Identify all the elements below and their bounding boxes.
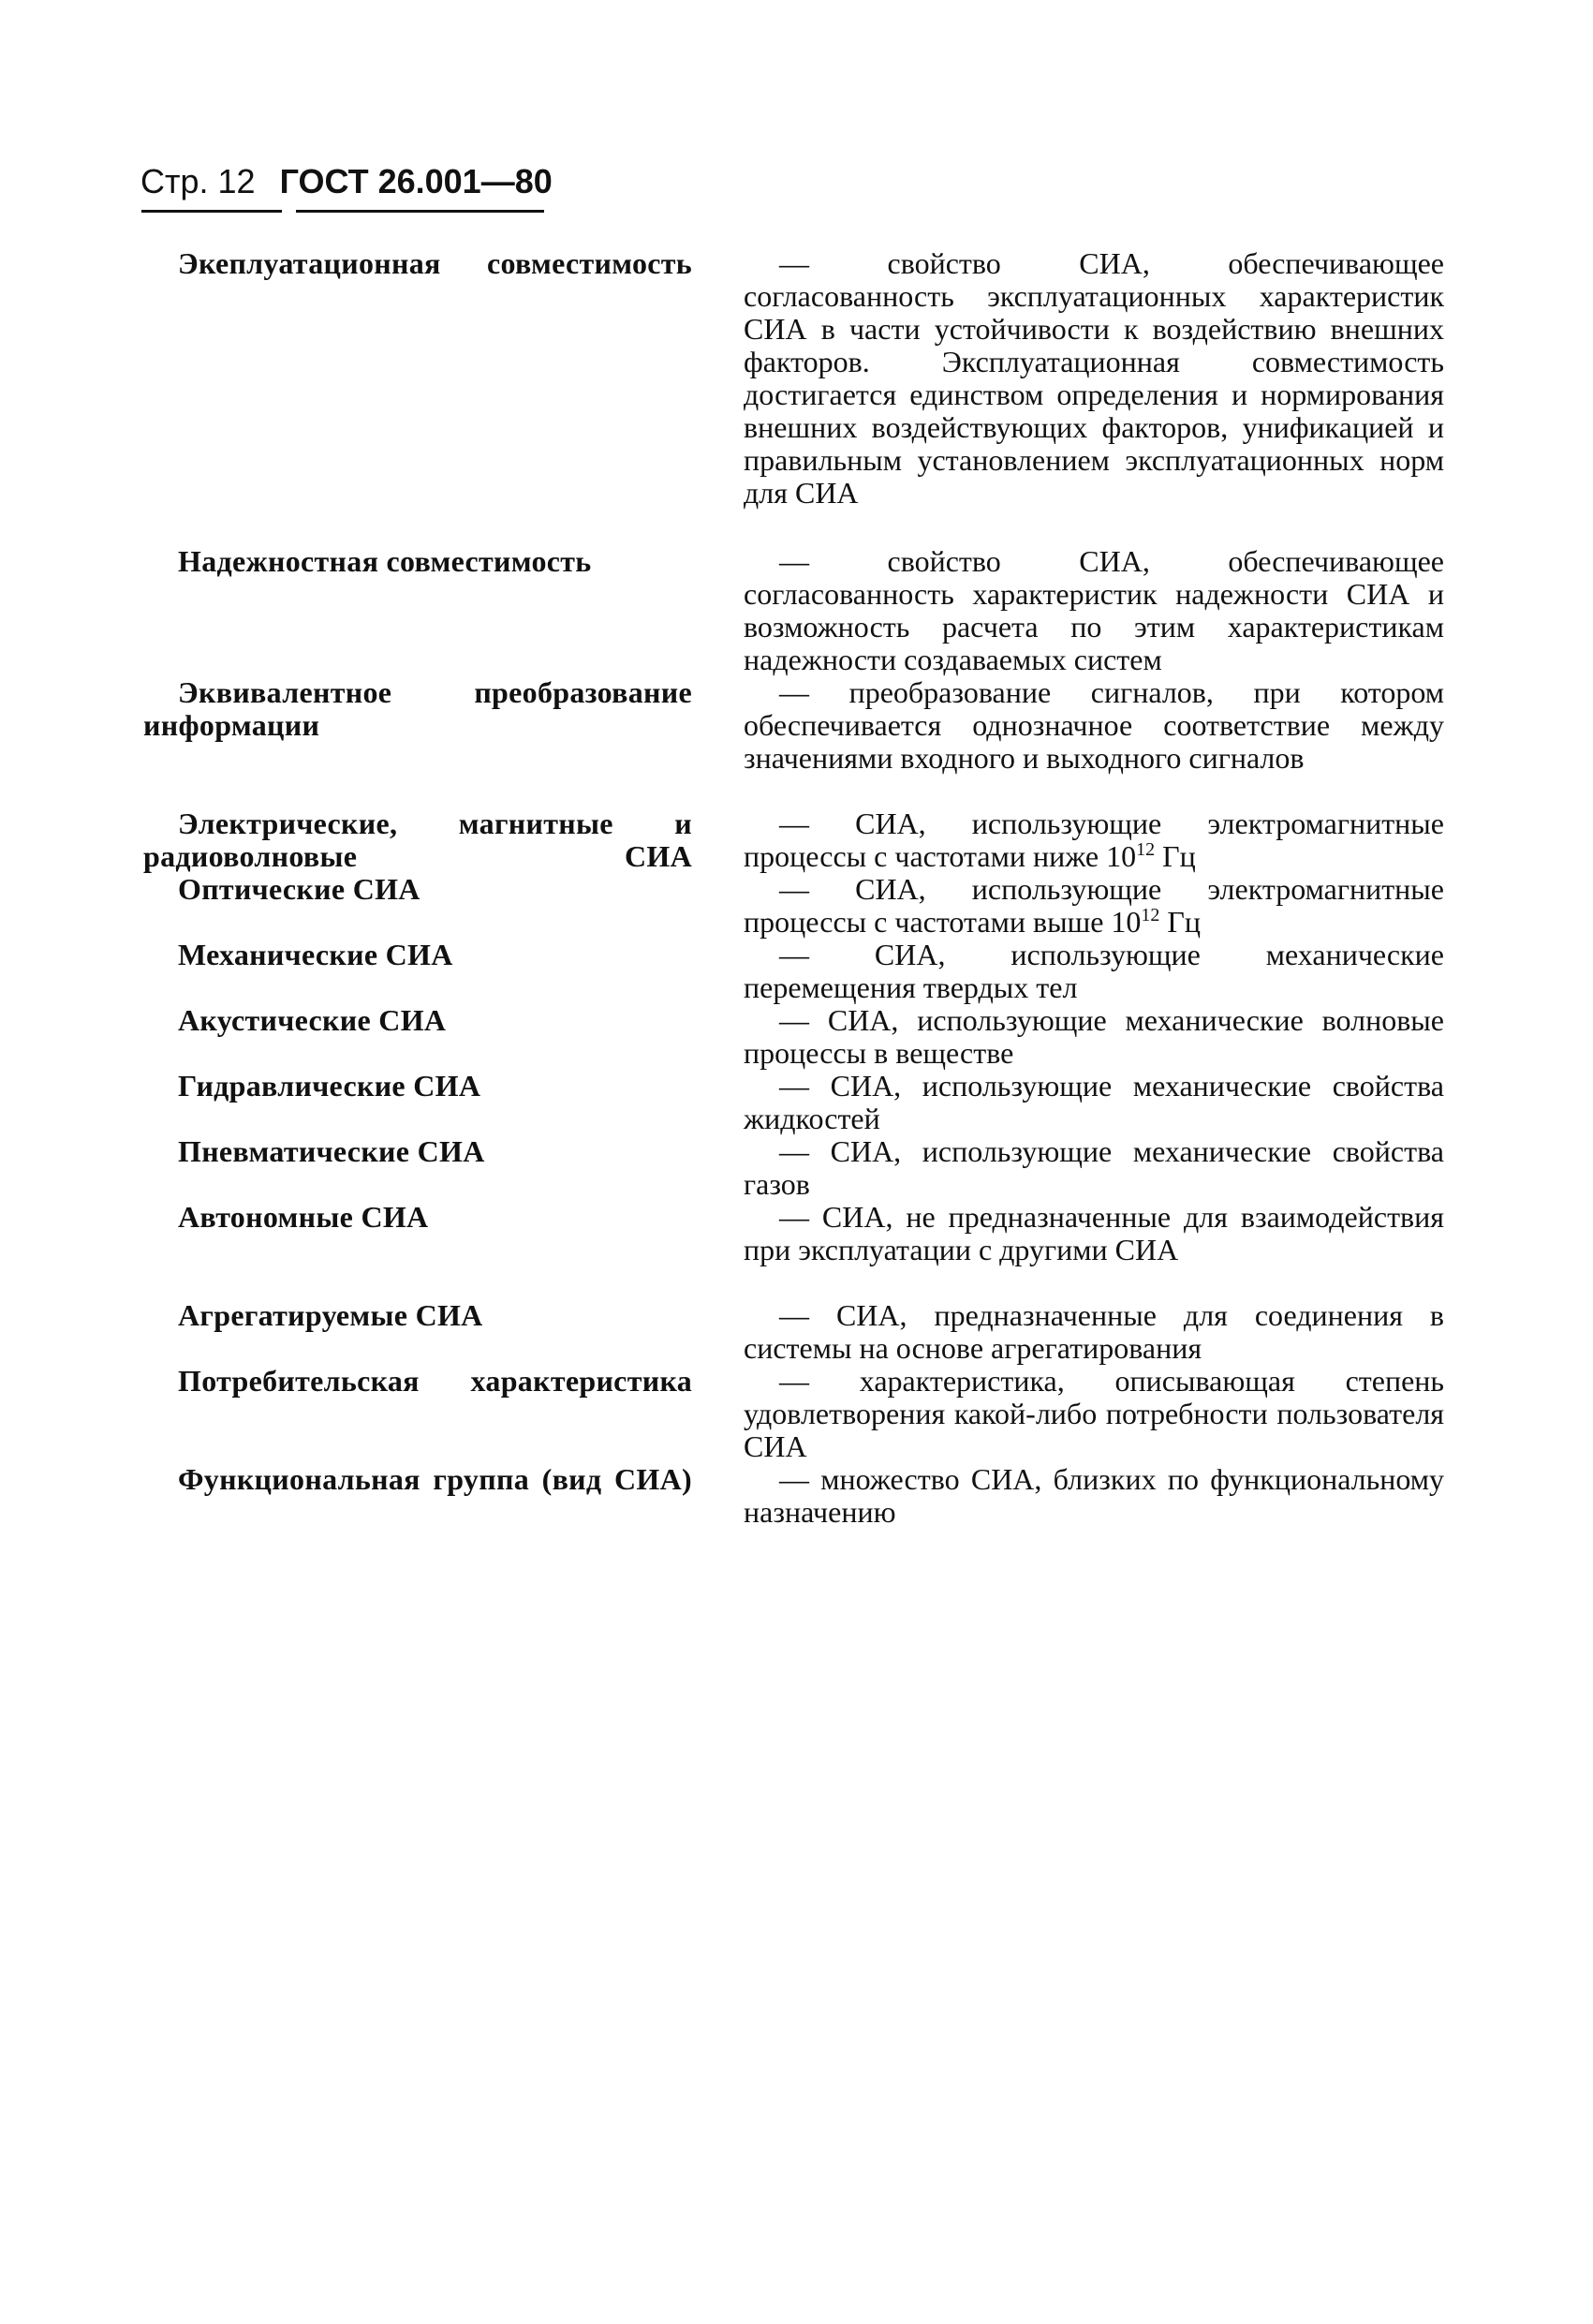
term-11: Потребительская характеристика	[178, 1364, 692, 1398]
definition-4	[744, 873, 1444, 939]
definition-4-text: — СИА, использующие электромагнитные процессы с частотами выше 10	[744, 872, 1444, 939]
definition-6: — СИА, использующие механические волновые процессы в веществе	[744, 1003, 1444, 1070]
definition-3-text: — СИА, использующие электромагнитные процессы с частотами ниже 10	[744, 807, 1444, 873]
term-5: Механические СИА	[178, 938, 453, 971]
term-8: Пневматические СИА	[178, 1134, 485, 1168]
definition-3	[744, 807, 1444, 873]
definition-4-unit: Гц	[1159, 905, 1202, 939]
term-12: Функциональная группа (вид СИА)	[178, 1462, 692, 1496]
definition-3-exponent: 12	[1136, 839, 1156, 860]
definition-4-exponent: 12	[1141, 905, 1160, 925]
definition-2: — преобразование сигналов, при котором обеспечивается однозначное соответствие между значениями входного и выходного сигналов	[744, 675, 1444, 775]
header-rule-right	[296, 210, 544, 213]
term-9: Автономные СИА	[178, 1200, 429, 1234]
standard-designation: ГОСТ 26.001—80	[279, 162, 553, 200]
term-2: Эквивалентное преобразование информации	[143, 675, 692, 742]
page-number: Стр. 12	[140, 162, 256, 200]
term-0: Экеплуатационная совместимость	[178, 246, 692, 280]
term-1: Надежностная совместимость	[178, 544, 592, 578]
definition-0: — свойство СИА, обеспечивающее согласованность эксплуатационных характеристик СИА в части устойчивости к воздействию внешних факторов. Эксплуатационная совместимость достигается единством определения и нормирования внешних воздействующих факторов, унификацией и правильным установлением эксплуатационных норм для СИА	[744, 246, 1444, 510]
definition-11: — характеристика, описывающая степень удовлетворения какой-либо потребности пользователя СИА	[744, 1364, 1444, 1463]
definition-8: — СИА, использующие механические свойства газов	[744, 1134, 1444, 1201]
definition-12: — множество СИА, близких по функциональному назначению	[744, 1462, 1444, 1529]
term-7: Гидравлические СИА	[178, 1069, 481, 1103]
definition-9: — СИА, не предназначенные для взаимодействия при эксплуатации с другими СИА	[744, 1200, 1444, 1266]
term-6: Акустические СИА	[178, 1003, 447, 1037]
definition-5: — СИА, использующие механические перемещения твердых тел	[744, 938, 1444, 1004]
header-rule-left	[141, 210, 282, 213]
term-3: Электрические, магнитные и радиоволновые СИА	[143, 807, 692, 873]
definition-1: — свойство СИА, обеспечивающее согласованность характеристик надежности СИА и возможность расчета по этим характеристикам надежности создаваемых систем	[744, 544, 1444, 676]
definition-7: — СИА, использующие механические свойства жидкостей	[744, 1069, 1444, 1135]
term-10: Агрегатируемые СИА	[178, 1298, 483, 1332]
definition-10: — СИА, предназначенные для соединения в системы на основе агрегатирования	[744, 1298, 1444, 1365]
page-header	[140, 161, 553, 202]
term-4: Оптические СИА	[178, 872, 420, 906]
definition-3-unit: Гц	[1155, 839, 1196, 873]
